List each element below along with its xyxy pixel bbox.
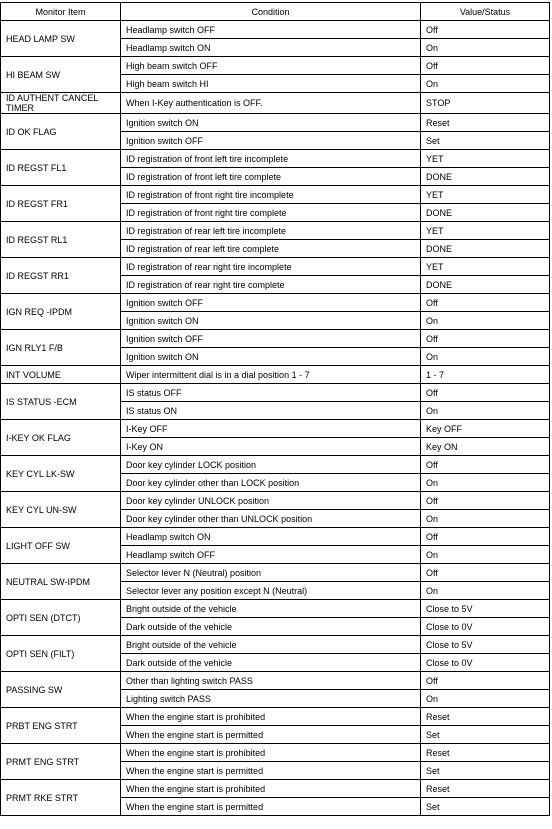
table-row: [1, 93, 550, 114]
table-row: [1, 564, 550, 582]
value-status-cell: On: [421, 39, 550, 57]
condition-cell: IS status OFF: [121, 384, 421, 402]
value-status-cell: Reset: [421, 744, 550, 762]
monitor-item-cell: ID REGST RL1: [1, 222, 121, 258]
condition-cell: Door key cylinder LOCK position: [121, 456, 421, 474]
monitor-item-cell: PRMT ENG STRT: [1, 744, 121, 780]
condition-cell: ID registration of front left tire complete: [121, 168, 421, 186]
value-status-cell: DONE: [421, 240, 550, 258]
monitor-item-cell: OPTI SEN (FILT): [1, 636, 121, 672]
monitor-item-cell: IGN RLY1 F/B: [1, 330, 121, 366]
condition-cell: Bright outside of the vehicle: [121, 636, 421, 654]
condition-cell: ID registration of rear right tire complete: [121, 276, 421, 294]
table-row: [1, 21, 550, 39]
monitor-item-cell: LIGHT OFF SW: [1, 528, 121, 564]
table-row: [1, 492, 550, 510]
condition-cell: Ignition switch ON: [121, 114, 421, 132]
monitor-item-cell: ID REGST FR1: [1, 186, 121, 222]
monitor-item-cell: ID REGST FL1: [1, 150, 121, 186]
value-status-cell: Set: [421, 798, 550, 816]
condition-cell: Selector lever any position except N (Neutral): [121, 582, 421, 600]
value-status-cell: Set: [421, 726, 550, 744]
value-status-cell: Off: [421, 57, 550, 75]
table-row: [1, 672, 550, 690]
condition-cell: ID registration of rear left tire incomplete: [121, 222, 421, 240]
condition-cell: ID registration of rear right tire incomplete: [121, 258, 421, 276]
value-status-cell: Off: [421, 456, 550, 474]
table-row: [1, 186, 550, 204]
monitor-item-cell: KEY CYL UN-SW: [1, 492, 121, 528]
table-body: [1, 21, 550, 816]
condition-cell: When the engine start is permitted: [121, 798, 421, 816]
condition-cell: Wiper intermittent dial is in a dial position 1 - 7: [121, 366, 421, 384]
value-status-cell: Off: [421, 21, 550, 39]
table-row: [1, 366, 550, 384]
header-condition: Condition: [121, 3, 421, 21]
condition-cell: ID registration of rear left tire complete: [121, 240, 421, 258]
value-status-cell: Close to 0V: [421, 654, 550, 672]
condition-cell: Ignition switch ON: [121, 312, 421, 330]
monitor-item-cell: NEUTRAL SW-IPDM: [1, 564, 121, 600]
condition-cell: Bright outside of the vehicle: [121, 600, 421, 618]
value-status-cell: Off: [421, 528, 550, 546]
monitor-item-cell: ID REGST RR1: [1, 258, 121, 294]
monitor-item-cell: HEAD LAMP SW: [1, 21, 121, 57]
value-status-cell: DONE: [421, 276, 550, 294]
table-row: [1, 150, 550, 168]
value-status-cell: Reset: [421, 780, 550, 798]
condition-cell: When the engine start is prohibited: [121, 744, 421, 762]
condition-cell: Other than lighting switch PASS: [121, 672, 421, 690]
value-status-cell: YET: [421, 222, 550, 240]
value-status-cell: Off: [421, 384, 550, 402]
condition-cell: When the engine start is permitted: [121, 762, 421, 780]
condition-cell: Headlamp switch OFF: [121, 546, 421, 564]
value-status-cell: On: [421, 510, 550, 528]
condition-cell: I-Key OFF: [121, 420, 421, 438]
table-row: [1, 258, 550, 276]
condition-cell: Ignition switch OFF: [121, 330, 421, 348]
condition-cell: ID registration of front right tire incomplete: [121, 186, 421, 204]
value-status-cell: On: [421, 75, 550, 93]
condition-cell: Door key cylinder other than UNLOCK position: [121, 510, 421, 528]
monitor-item-cell: OPTI SEN (DTCT): [1, 600, 121, 636]
value-status-cell: Reset: [421, 708, 550, 726]
value-status-cell: Off: [421, 672, 550, 690]
value-status-cell: Key ON: [421, 438, 550, 456]
table-row: [1, 456, 550, 474]
monitor-item-cell: PASSING SW: [1, 672, 121, 708]
monitor-item-cell: IS STATUS -ECM: [1, 384, 121, 420]
condition-cell: Selector lever N (Neutral) position: [121, 564, 421, 582]
condition-cell: When the engine start is permitted: [121, 726, 421, 744]
value-status-cell: On: [421, 690, 550, 708]
value-status-cell: Reset: [421, 114, 550, 132]
condition-cell: Lighting switch PASS: [121, 690, 421, 708]
value-status-cell: Close to 5V: [421, 636, 550, 654]
table-row: [1, 780, 550, 798]
table-row: [1, 744, 550, 762]
condition-cell: Door key cylinder other than LOCK position: [121, 474, 421, 492]
condition-cell: ID registration of front left tire incomplete: [121, 150, 421, 168]
monitor-item-cell: PRBT ENG STRT: [1, 708, 121, 744]
table-row: [1, 114, 550, 132]
table-row: [1, 384, 550, 402]
condition-cell: When the engine start is prohibited: [121, 708, 421, 726]
condition-cell: Headlamp switch ON: [121, 528, 421, 546]
condition-cell: Door key cylinder UNLOCK position: [121, 492, 421, 510]
monitor-item-table: [0, 2, 550, 816]
table-row: [1, 708, 550, 726]
value-status-cell: YET: [421, 258, 550, 276]
table-row: [1, 57, 550, 75]
value-status-cell: DONE: [421, 204, 550, 222]
monitor-item-cell: ID OK FLAG: [1, 114, 121, 150]
value-status-cell: On: [421, 582, 550, 600]
value-status-cell: DONE: [421, 168, 550, 186]
table-row: [1, 294, 550, 312]
condition-cell: Headlamp switch ON: [121, 39, 421, 57]
table-row: [1, 420, 550, 438]
value-status-cell: Off: [421, 330, 550, 348]
header-monitor-item: Monitor Item: [1, 3, 121, 21]
value-status-cell: Set: [421, 132, 550, 150]
value-status-cell: Off: [421, 294, 550, 312]
value-status-cell: STOP: [421, 93, 550, 114]
value-status-cell: Off: [421, 564, 550, 582]
value-status-cell: On: [421, 474, 550, 492]
table-row: [1, 222, 550, 240]
table-row: [1, 600, 550, 618]
condition-cell: Ignition switch OFF: [121, 294, 421, 312]
value-status-cell: Close to 5V: [421, 600, 550, 618]
monitor-item-cell: ID AUTHENT CANCEL TIMER: [1, 93, 121, 114]
monitor-item-cell: I-KEY OK FLAG: [1, 420, 121, 456]
table-row: [1, 330, 550, 348]
value-status-cell: Close to 0V: [421, 618, 550, 636]
table-header-row: [1, 3, 550, 21]
condition-cell: Headlamp switch OFF: [121, 21, 421, 39]
monitor-item-cell: KEY CYL LK-SW: [1, 456, 121, 492]
condition-cell: Ignition switch ON: [121, 348, 421, 366]
value-status-cell: YET: [421, 150, 550, 168]
condition-cell: High beam switch OFF: [121, 57, 421, 75]
condition-cell: Dark outside of the vehicle: [121, 618, 421, 636]
value-status-cell: 1 - 7: [421, 366, 550, 384]
value-status-cell: On: [421, 348, 550, 366]
monitor-item-cell: PRMT RKE STRT: [1, 780, 121, 816]
value-status-cell: Set: [421, 762, 550, 780]
value-status-cell: On: [421, 402, 550, 420]
monitor-item-cell: IGN REQ -IPDM: [1, 294, 121, 330]
table-row: [1, 528, 550, 546]
condition-cell: When the engine start is prohibited: [121, 780, 421, 798]
condition-cell: When I-Key authentication is OFF.: [121, 93, 421, 114]
monitor-item-cell: HI BEAM SW: [1, 57, 121, 93]
value-status-cell: Off: [421, 492, 550, 510]
monitor-item-cell: INT VOLUME: [1, 366, 121, 384]
condition-cell: Dark outside of the vehicle: [121, 654, 421, 672]
value-status-cell: On: [421, 312, 550, 330]
value-status-cell: YET: [421, 186, 550, 204]
header-value-status: Value/Status: [421, 3, 550, 21]
condition-cell: IS status ON: [121, 402, 421, 420]
value-status-cell: On: [421, 546, 550, 564]
condition-cell: ID registration of front right tire complete: [121, 204, 421, 222]
value-status-cell: Key OFF: [421, 420, 550, 438]
condition-cell: Ignition switch OFF: [121, 132, 421, 150]
condition-cell: I-Key ON: [121, 438, 421, 456]
table-row: [1, 636, 550, 654]
condition-cell: High beam switch HI: [121, 75, 421, 93]
